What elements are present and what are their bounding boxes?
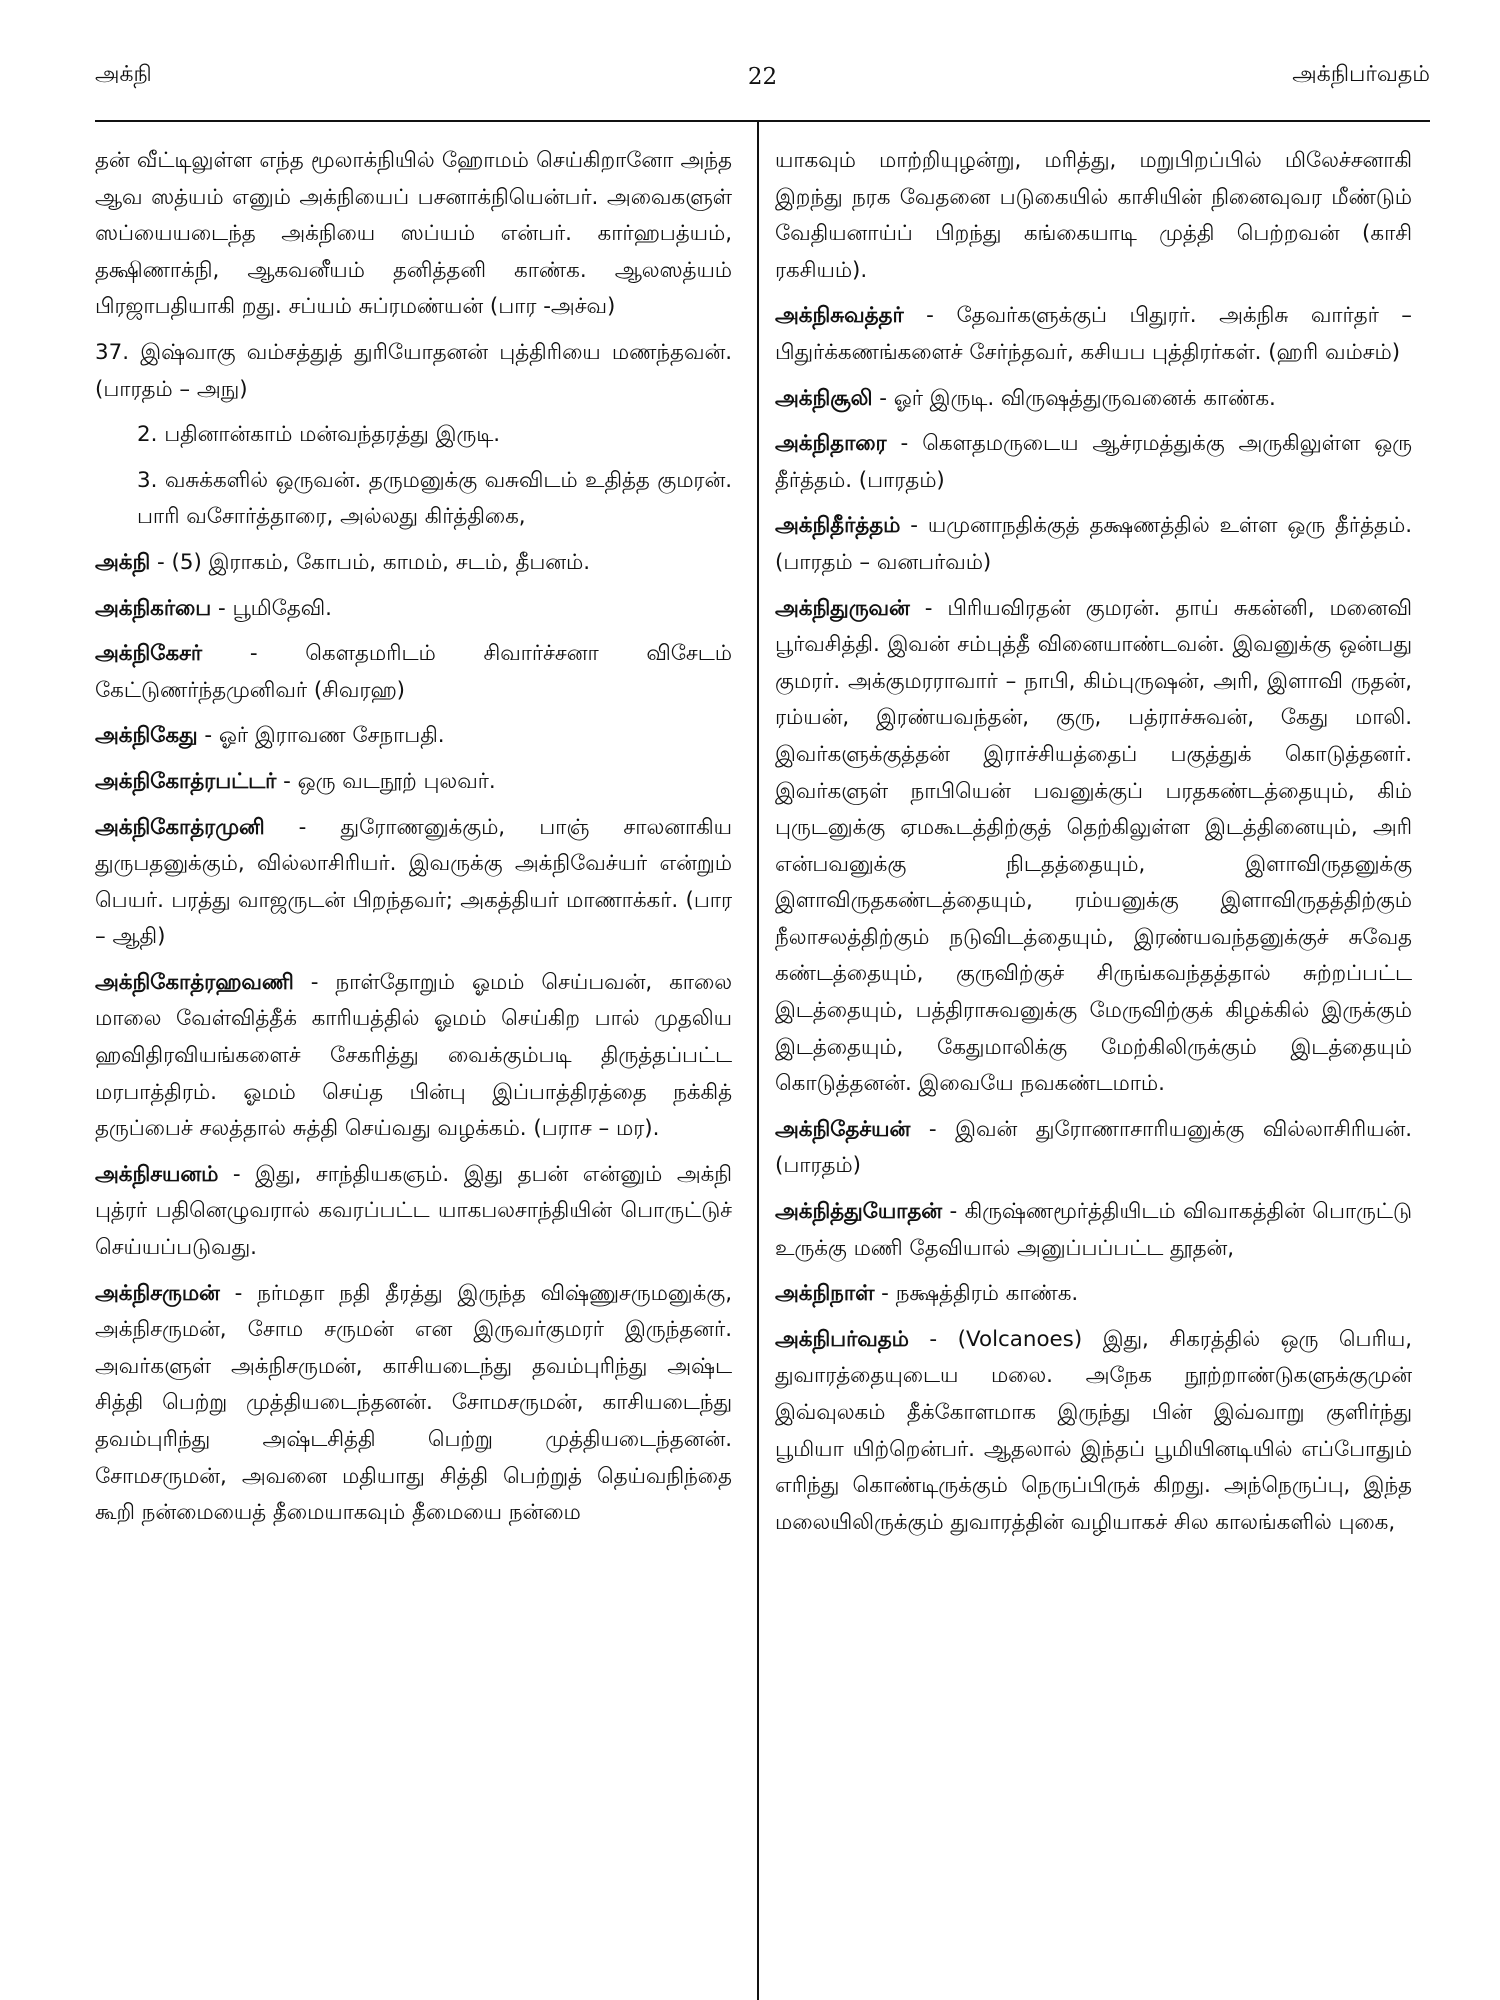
dictionary-entry	[775, 1276, 1412, 1313]
entry-definition: - நக்ஷத்திரம் காண்க.	[874, 1281, 1079, 1307]
dictionary-entry	[95, 545, 732, 582]
dictionary-entry	[95, 764, 732, 801]
entry-headword: அக்நித்துயோதன்	[775, 1199, 943, 1225]
entry-headword: அக்நிகேசர்	[95, 641, 203, 667]
entry-definition: - பூமிதேவி.	[211, 595, 332, 621]
dictionary-entry	[775, 591, 1412, 1103]
dictionary-entry	[775, 298, 1412, 371]
entry-headword: அக்நிதுருவன்	[775, 595, 910, 621]
dictionary-entry	[775, 1322, 1412, 1542]
entry-definition: - (Volcanoes) இது, சிகரத்தில் ஒரு பெரிய, துவாரத்தையுடைய மலை. அநேக நூற்றாண்டுகளுக்குமுன் இவ்வுலகம் தீக்கோளமாக இருந்து பின் இவ்வாறு குளிர்ந்து பூமியா யிற்றென்பர். ஆதலால் இந்தப் பூமியினடியில் எப்போதும் எரிந்து கொண்டிருக்கும் நெருப்பிருக் கிறது. அந்நெருப்பு, இந்த மலையிலிருக்கும் துவாரத்தின் வழியாகச் சில காலங்களில் புகை,	[775, 1326, 1412, 1535]
entry-headword: அக்நிபர்வதம்	[775, 1326, 909, 1352]
entry-headword: அக்நி	[95, 549, 151, 575]
dictionary-entry	[95, 591, 732, 628]
dictionary-entry	[95, 810, 732, 956]
entry-definition: - தேவர்களுக்குப் பிதுரர். அக்நிசு வார்தர் – பிதுர்க்கணங்களைச் சேர்ந்தவர், கசியப புத்திரர்கள். (ஹரி வம்சம்)	[775, 303, 1412, 365]
continued-paragraph: 37. இஷ்வாகு வம்சத்துத் துரியோதனன் புத்திரியை மணந்தவன். (பாரதம் – அநு)	[95, 339, 732, 402]
page-number: 22	[747, 64, 778, 90]
entry-headword: அக்நிசூலி	[775, 385, 873, 411]
header-left-word: அக்நி	[95, 62, 152, 87]
entry-definition: - கௌதமரிடம் சிவார்ச்சனா விசேடம் கேட்டுணர்ந்தமுனிவர் (சிவரஹ)	[95, 641, 732, 703]
dictionary-entry	[95, 636, 732, 709]
entry-headword: அக்நிகோத்ரமுனி	[95, 814, 265, 840]
dictionary-entry	[775, 508, 1412, 581]
entry-headword: அக்நிதேச்யன்	[775, 1116, 911, 1142]
entry-headword: அக்நிதாரை	[775, 431, 887, 457]
entry-definition: - பிரியவிரதன் குமரன். தாய் சுகன்னி, மனைவி பூர்வசித்தி. இவன் சம்புத்தீ வினையாண்டவன். இவனுக்கு ஒன்பது குமரர். அக்குமரராவார் – நாபி, கிம்புருஷன், அரி, இளாவி ருதன், ரம்யன், இரண்யவந்தன், குரு, பத்ராச்சுவன், கேது மாலி. இவர்களுக்குத்தன் இராச்சியத்தைப் பகுத்துக் கொடுத்தனர். இவர்களுள் நாபியென் பவனுக்குப் பரதகண்டத்தையும், கிம் புருடனுக்கு ஏமகூடத்திற்குத் தெற்கிலுள்ள இடத்தினையும், அரி என்பவனுக்கு நிடதத்தையும், இளாவிருதனுக்கு இளாவிருதகண்டத்தையும், ரம்யனுக்கு இளாவிருதத்திற்கும் நீலாசலத்திற்கும் நடுவிடத்தையும், இரண்யவந்தனுக்குச் சுவேத கண்டத்தையும், குருவிற்குச் சிருங்கவந்தத்தால் சுற்றப்பட்ட இடத்தையும், பத்திராசுவனுக்கு மேருவிற்குக் கிழக்கில் இருக்கும் இடத்தையும், கேதுமாலிக்கு மேற்கிலிருக்கும் இடத்தையும் கொடுத்தனன். இவையே நவகண்டமாம்.	[775, 595, 1412, 1097]
entry-headword: அக்நிசயனம்	[95, 1161, 219, 1187]
entry-definition: - கௌதமருடைய ஆச்ரமத்துக்கு அருகிலுள்ள ஒரு தீர்த்தம். (பாரதம்)	[775, 431, 1412, 493]
entry-definition: - (5) இராகம், கோபம், காமம், சடம், தீபனம்.	[150, 549, 591, 575]
numbered-sense: 3. வசுக்களில் ஒருவன். தருமனுக்கு வசுவிடம் உதித்த குமரன். பாரி வசோர்த்தாரை, அல்லது கிர்த்திகை,	[137, 467, 732, 530]
numbered-sense: 2. பதினான்காம் மன்வந்தரத்து இருடி.	[137, 422, 501, 448]
entry-definition: - நாள்தோறும் ஓமம் செய்பவன், காலை மாலை வேள்வித்தீக் காரியத்தில் ஓமம் செய்கிற பால் முதலிய ஹவிதிரவியங்களைச் சேகரித்து வைக்கும்படி திருத்தப்பட்ட மரபாத்திரம். ஓமம் செய்த பின்பு இப்பாத்திரத்தை நக்கித் தருப்பைச் சலத்தால் சுத்தி செய்வது வழக்கம். (பராச – மர).	[95, 969, 732, 1142]
continued-paragraph: யாகவும் மாற்றியுழன்று, மரித்து, மறுபிறப்பில் மிலேச்சனாகி இறந்து நரக வேதனை படுகையில் காசியின் நினைவுவர மீண்டும் வேதியனாய்ப் பிறந்து கங்கையாடி முத்தி பெற்றவன் (காசி ரகசியம்).	[775, 148, 1412, 283]
dictionary-entry	[775, 381, 1412, 418]
dictionary-entry	[95, 965, 732, 1148]
running-header	[95, 62, 1430, 102]
dictionary-entry	[95, 718, 732, 755]
entry-definition: - யமுனாநதிக்குத் தக்ஷணத்தில் உள்ள ஒரு தீர்த்தம். (பாரதம் – வனபர்வம்)	[775, 513, 1412, 575]
left-column	[95, 143, 732, 1541]
entry-definition: - ஒரு வடநூற் புலவர்.	[276, 768, 496, 794]
dictionary-entry	[775, 1194, 1412, 1267]
entry-headword: அக்நிகர்பை	[95, 595, 212, 621]
dictionary-entry	[95, 1276, 732, 1532]
entry-definition: - துரோணனுக்கும், பாஞ் சாலனாகிய துருபதனுக்கும், வில்லாசிரியர். இவருக்கு அக்நிவேச்யர் என்றும் பெயர். பரத்து வாஜருடன் பிறந்தவர்; அகத்தியர் மாணாக்கர். (பார – ஆதி)	[95, 814, 732, 950]
dictionary-entry	[775, 1112, 1412, 1185]
entry-headword: அக்நிநாள்	[775, 1281, 875, 1307]
entry-headword: அக்நிகோத்ரபட்டர்	[95, 768, 277, 794]
header-right-word: அக்நிபர்வதம்	[1292, 62, 1430, 87]
header-rule	[95, 120, 1430, 122]
entry-headword: அக்நிதீர்த்தம்	[775, 513, 901, 539]
entry-headword: அக்நிகேது	[95, 723, 198, 749]
dictionary-entry	[95, 1157, 732, 1267]
entry-definition: - ஓர் இராவண சேநாபதி.	[197, 723, 445, 749]
entry-definition: - இது, சாந்தியகஞம். இது தபன் என்னும் அக்நி புத்ரர் பதினெழுவரால் கவரப்பட்ட யாகபலசாந்தியின் பொருட்டுச் செய்யப்படுவது.	[95, 1161, 732, 1261]
entry-headword: அக்நிகோத்ரஹவணி	[95, 969, 294, 995]
continued-paragraph: தன் வீட்டிலுள்ள எந்த மூலாக்நியில் ஹோமம் செய்கிறானோ அந்த ஆவ ஸத்யம் எனும் அக்நியைப் பசனாக்நியென்பர். அவைகளுள் ஸப்யையடைந்த அக்நியை ஸப்யம் என்பர். கார்ஹபத்யம், தக்ஷிணாக்நி, ஆகவனீயம் தனித்தனி காண்க. ஆலஸத்யம் பிரஜாபதியாகி றது. சப்யம் சுப்ரமண்யன் (பார -அச்வ)	[95, 148, 732, 320]
entry-headword: அக்நிசுவத்தர்	[775, 303, 904, 329]
entry-definition: - நர்மதா நதி தீரத்து இருந்த விஷ்ணுசருமனுக்கு, அக்நிசருமன், சோம சருமன் என இருவர்குமரர் இருந்தனர். அவர்களுள் அக்நிசருமன், காசியடைந்து தவம்புரிந்து அஷ்ட சித்தி பெற்று முத்தியடைந்தனன். சோமசருமன், காசியடைந்து தவம்புரிந்து அஷ்டசித்தி பெற்று முத்தியடைந்தனன். சோமசருமன், அவனை மதியாது சித்தி பெற்றுத் தெய்வநிந்தை கூறி நன்மையைத் தீமையாகவும் தீமையை நன்மை	[95, 1280, 732, 1526]
entry-headword: அக்நிசருமன்	[95, 1280, 220, 1306]
entry-definition: - இவன் துரோணாசாரியனுக்கு வில்லாசிரியன். (பாரதம்)	[775, 1116, 1412, 1179]
entry-definition: - கிருஷ்ணமூர்த்தியிடம் விவாகத்தின் பொருட்டு உருக்கு மணி தேவியால் அனுப்பப்பட்ட தூதன்,	[775, 1199, 1412, 1261]
entry-definition: - ஓர் இருடி. விருஷத்துருவனைக் காண்க.	[872, 385, 1276, 411]
right-column	[775, 143, 1412, 1550]
column-divider	[757, 120, 759, 2000]
dictionary-entry	[775, 426, 1412, 499]
